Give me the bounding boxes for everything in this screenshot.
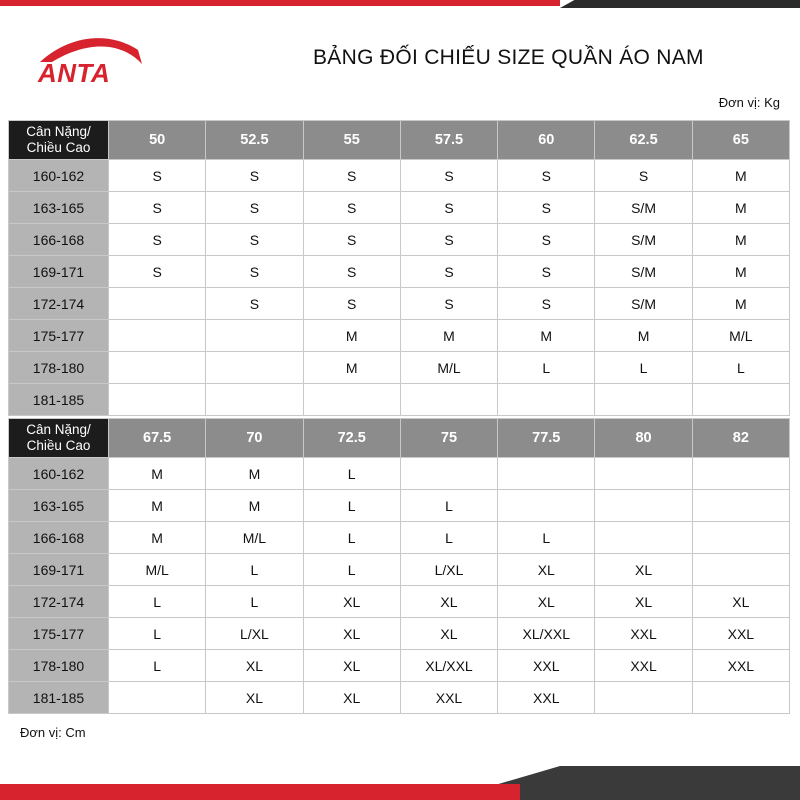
size-cell: S: [206, 160, 303, 192]
size-cell: S/M: [595, 256, 692, 288]
height-label-cell: 178-180: [9, 650, 109, 682]
size-cell: S: [303, 224, 400, 256]
size-cell: XL: [595, 586, 692, 618]
size-cell: XL: [498, 554, 595, 586]
size-cell: [692, 458, 789, 490]
weight-header-cell: 65: [692, 121, 789, 160]
size-cell: M: [109, 490, 206, 522]
weight-header-cell: 57.5: [400, 121, 497, 160]
logo-text: ANTA: [38, 58, 111, 88]
top-red-bar: [0, 0, 560, 6]
size-cell: L: [498, 352, 595, 384]
size-cell: S: [206, 192, 303, 224]
anta-logo: [38, 32, 148, 92]
size-cell: L: [206, 554, 303, 586]
weight-header-row: [9, 419, 790, 458]
table-row: [9, 256, 790, 288]
height-label-cell: 160-162: [9, 458, 109, 490]
weight-header-cell: 55: [303, 121, 400, 160]
size-cell: M: [692, 256, 789, 288]
bottom-red-bar: [0, 784, 520, 800]
size-cell: S: [206, 288, 303, 320]
size-cell: M/L: [206, 522, 303, 554]
size-cell: XL: [400, 618, 497, 650]
table-row: [9, 384, 790, 416]
size-cell: XXL: [595, 618, 692, 650]
size-cell: L: [303, 554, 400, 586]
size-cell: M: [692, 192, 789, 224]
table-row: [9, 522, 790, 554]
size-cell: S: [109, 256, 206, 288]
size-cell: L: [109, 650, 206, 682]
size-cell: [109, 352, 206, 384]
size-cell: S: [498, 256, 595, 288]
weight-header-cell: 70: [206, 419, 303, 458]
table-row: [9, 586, 790, 618]
size-cell: S: [206, 224, 303, 256]
size-cell: M/L: [109, 554, 206, 586]
size-cell: M/L: [400, 352, 497, 384]
size-cell: XL: [303, 682, 400, 714]
size-cell: S: [206, 256, 303, 288]
size-cell: M: [595, 320, 692, 352]
size-cell: S: [303, 256, 400, 288]
corner-label-height: Chiều Cao: [26, 140, 91, 155]
weight-unit-label: Đơn vị: Kg: [718, 95, 780, 110]
size-cell: [595, 522, 692, 554]
height-label-cell: 181-185: [9, 384, 109, 416]
size-cell: L: [498, 522, 595, 554]
size-cell: [692, 682, 789, 714]
table-row: [9, 650, 790, 682]
size-cell: M: [303, 320, 400, 352]
table-row: [9, 320, 790, 352]
size-cell: [400, 458, 497, 490]
size-cell: [206, 352, 303, 384]
size-cell: [595, 490, 692, 522]
size-cell: L/XL: [400, 554, 497, 586]
size-cell: S: [303, 288, 400, 320]
size-cell: XXL: [692, 650, 789, 682]
height-label-cell: 181-185: [9, 682, 109, 714]
size-cell: [692, 554, 789, 586]
size-cell: [303, 384, 400, 416]
size-cell: [109, 384, 206, 416]
size-cell: [498, 458, 595, 490]
size-cell: XL: [303, 618, 400, 650]
size-cell: XL: [595, 554, 692, 586]
size-cell: XL/XXL: [498, 618, 595, 650]
size-cell: M: [206, 458, 303, 490]
weight-header-cell: 62.5: [595, 121, 692, 160]
table-row: [9, 458, 790, 490]
size-cell: L: [692, 352, 789, 384]
height-label-cell: 169-171: [9, 256, 109, 288]
size-cell: XL: [206, 650, 303, 682]
corner-label-weight: Cân Nặng/: [26, 422, 91, 437]
size-cell: S: [498, 224, 595, 256]
weight-header-cell: 50: [109, 121, 206, 160]
height-label-cell: 169-171: [9, 554, 109, 586]
size-cell: XL: [498, 586, 595, 618]
table-row: [9, 192, 790, 224]
size-cell: M: [498, 320, 595, 352]
size-cell: XL: [303, 650, 400, 682]
height-label-cell: 166-168: [9, 522, 109, 554]
size-cell: [692, 384, 789, 416]
size-cell: S: [400, 192, 497, 224]
size-cell: S/M: [595, 224, 692, 256]
size-cell: [206, 384, 303, 416]
height-unit-label: Đơn vị: Cm: [20, 725, 86, 740]
size-cell: [595, 384, 692, 416]
size-cell: L/XL: [206, 618, 303, 650]
size-cell: XL: [692, 586, 789, 618]
size-cell: L: [303, 490, 400, 522]
height-label-cell: 160-162: [9, 160, 109, 192]
height-label-cell: 166-168: [9, 224, 109, 256]
size-cell: XXL: [400, 682, 497, 714]
table-row: [9, 352, 790, 384]
size-cell: M/L: [692, 320, 789, 352]
corner-label: [9, 419, 109, 458]
height-label-cell: 175-177: [9, 618, 109, 650]
size-table-1: [8, 120, 790, 416]
weight-header-cell: 72.5: [303, 419, 400, 458]
size-cell: L: [109, 618, 206, 650]
weight-header-row: [9, 121, 790, 160]
page-title: BẢNG ĐỐI CHIẾU SIZE QUẦN ÁO NAM: [313, 46, 704, 69]
size-cell: M: [692, 224, 789, 256]
size-cell: S: [303, 160, 400, 192]
size-cell: [692, 522, 789, 554]
size-cell: S: [498, 192, 595, 224]
top-dark-bar: [560, 0, 800, 8]
size-cell: S: [400, 288, 497, 320]
size-cell: XL: [303, 586, 400, 618]
corner-label: [9, 121, 109, 160]
height-label-cell: 175-177: [9, 320, 109, 352]
size-cell: S: [400, 224, 497, 256]
size-cell: [595, 682, 692, 714]
size-cell: XXL: [498, 650, 595, 682]
size-cell: XXL: [498, 682, 595, 714]
table-row: [9, 224, 790, 256]
weight-header-cell: 52.5: [206, 121, 303, 160]
size-cell: XXL: [595, 650, 692, 682]
size-cell: L: [303, 522, 400, 554]
height-label-cell: 172-174: [9, 586, 109, 618]
size-cell: S: [109, 224, 206, 256]
table-row: [9, 618, 790, 650]
size-cell: M: [400, 320, 497, 352]
table-row: [9, 288, 790, 320]
weight-header-cell: 80: [595, 419, 692, 458]
size-cell: M: [109, 522, 206, 554]
size-cell: [498, 384, 595, 416]
size-cell: S/M: [595, 288, 692, 320]
size-cell: [498, 490, 595, 522]
size-cell: M: [303, 352, 400, 384]
table-row: [9, 490, 790, 522]
size-cell: M: [206, 490, 303, 522]
size-cell: S: [400, 256, 497, 288]
weight-header-cell: 75: [400, 419, 497, 458]
height-label-cell: 163-165: [9, 490, 109, 522]
size-cell: M: [692, 160, 789, 192]
height-label-cell: 163-165: [9, 192, 109, 224]
size-cell: S: [400, 160, 497, 192]
size-cell: L: [400, 490, 497, 522]
size-cell: S: [109, 160, 206, 192]
size-cell: XL: [400, 586, 497, 618]
weight-header-cell: 82: [692, 419, 789, 458]
size-cell: S: [303, 192, 400, 224]
weight-header-cell: 67.5: [109, 419, 206, 458]
weight-header-cell: 77.5: [498, 419, 595, 458]
size-cell: [595, 458, 692, 490]
size-cell: S: [498, 160, 595, 192]
size-cell: [109, 682, 206, 714]
size-cell: M: [109, 458, 206, 490]
size-cell: L: [303, 458, 400, 490]
height-label-cell: 178-180: [9, 352, 109, 384]
weight-header-cell: 60: [498, 121, 595, 160]
size-cell: XL/XXL: [400, 650, 497, 682]
size-table-2: [8, 418, 790, 714]
size-cell: [109, 320, 206, 352]
size-cell: S: [595, 160, 692, 192]
corner-label-height: Chiều Cao: [26, 438, 91, 453]
size-cell: [400, 384, 497, 416]
size-cell: L: [595, 352, 692, 384]
size-cell: L: [206, 586, 303, 618]
table-row: [9, 682, 790, 714]
size-cell: L: [109, 586, 206, 618]
size-cell: S: [498, 288, 595, 320]
size-cell: [206, 320, 303, 352]
size-cell: XXL: [692, 618, 789, 650]
size-cell: [109, 288, 206, 320]
size-cell: S: [109, 192, 206, 224]
size-cell: S/M: [595, 192, 692, 224]
corner-label-weight: Cân Nặng/: [26, 124, 91, 139]
size-cell: [692, 490, 789, 522]
size-cell: XL: [206, 682, 303, 714]
table-row: [9, 554, 790, 586]
size-cell: M: [692, 288, 789, 320]
table-row: [9, 160, 790, 192]
size-cell: L: [400, 522, 497, 554]
height-label-cell: 172-174: [9, 288, 109, 320]
